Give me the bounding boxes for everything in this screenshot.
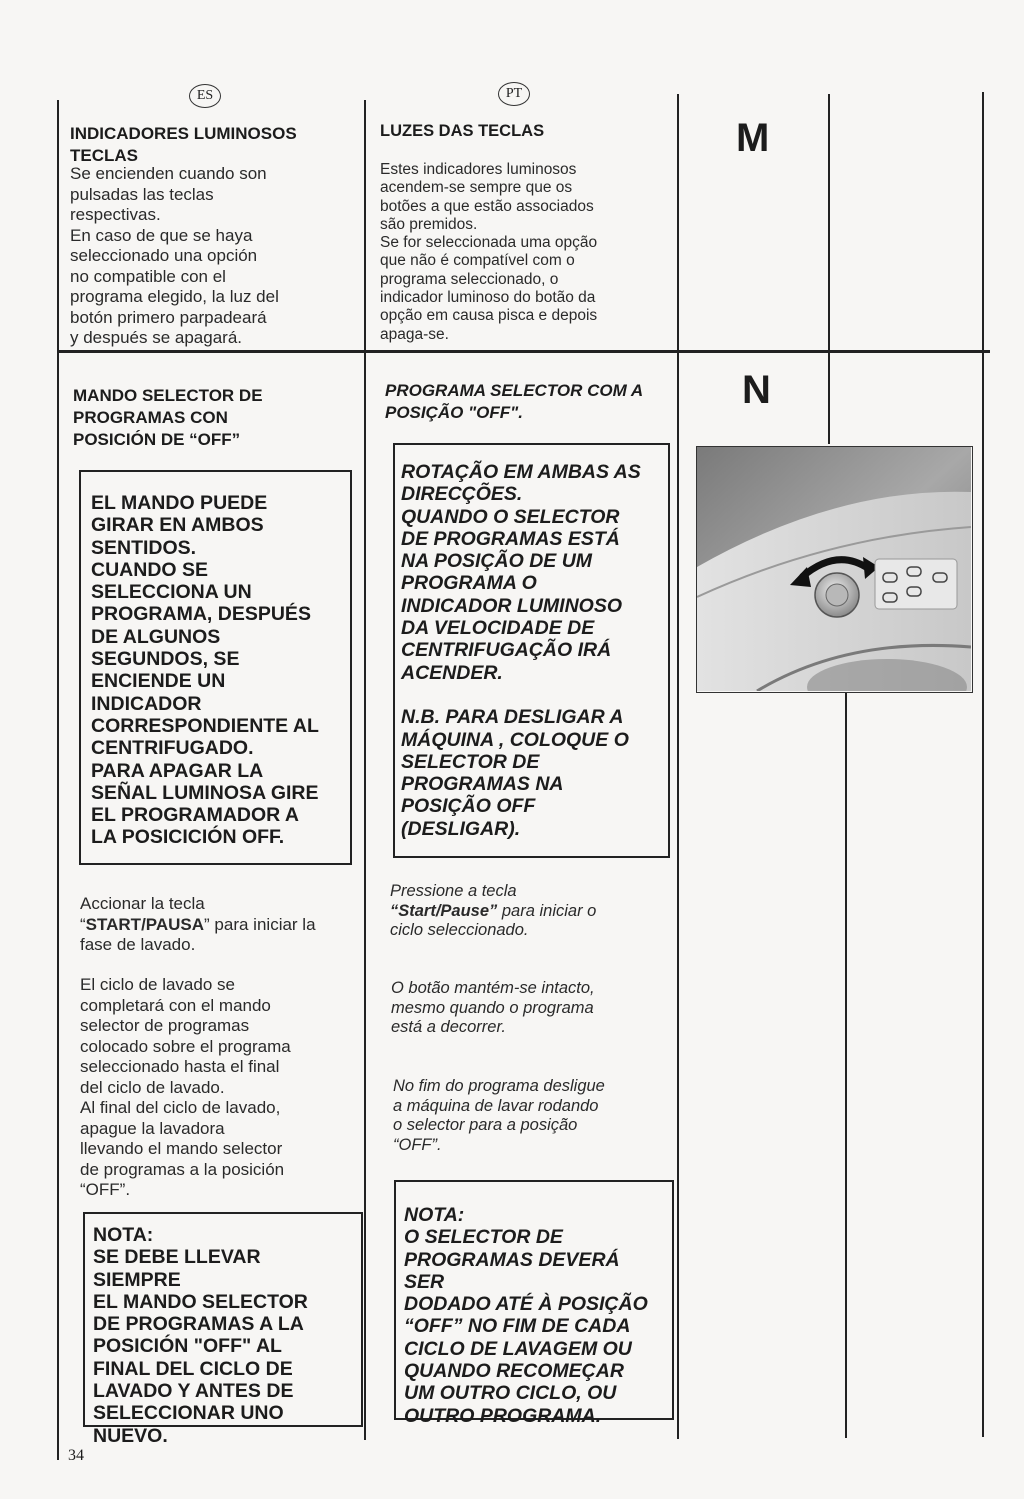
es-notice-box-rotation: EL MANDO PUEDE GIRAR EN AMBOS SENTIDOS. CUANDO SE SELECCIONA UN PROGRAMA, DESPUÉS DE ALGUNOS SEGUNDOS, SE ENCIENDE UN INDICADOR CORRESPONDIENTE AL CENTRIFUGADO. PARA APAGAR LA SEÑAL LUMINOSA GIRE EL PROGRAMADOR A LA POSICICIÓN OFF. xyxy=(79,470,352,865)
pt-text-start: Pressione a tecla “Start/Pause” para iniciar o ciclo seleccionado. xyxy=(390,882,597,939)
es-heading-indicators: INDICADORES LUMINOSOS TECLAS xyxy=(70,124,297,165)
control-panel-illustration xyxy=(696,446,973,693)
lang-marker-es: ES xyxy=(189,84,221,108)
row-divider xyxy=(57,350,990,353)
pt-text-indicators: Estes indicadores luminosos acendem-se sempre que os botões a que estão associados são premidos. Se for seleccionada uma opção que não é compatível com o programa seleccionado, o indicador luminoso do botão da opção em causa pisca e depois apaga-se. xyxy=(380,161,598,343)
page-number: 34 xyxy=(68,1447,84,1464)
column-divider-n-inner xyxy=(845,693,847,1438)
pt-start-key-label: “Start/Pause” xyxy=(390,901,498,920)
pt-heading-selector: PROGRAMA SELECTOR COM A POSIÇÃO "OFF". xyxy=(385,381,644,422)
pt-text-intact: O botão mantém-se intacto, mesmo quando o programa está a decorrer. xyxy=(391,979,595,1036)
es-start-key-label: START/PAUSA xyxy=(85,914,205,934)
pt-heading-indicators: LUZES DAS TECLAS xyxy=(380,122,545,140)
section-letter-m: M xyxy=(736,116,770,160)
es-heading-selector: MANDO SELECTOR DE PROGRAMAS CON POSICIÓN DE “OFF” xyxy=(73,386,263,449)
es-text-start: Accionar la tecla “START/PAUSA” para iniciar la fase de lavado. xyxy=(80,894,316,954)
control-panel-drawing xyxy=(697,447,971,691)
section-letter-n: N xyxy=(742,368,771,412)
pt-notice-box-note: NOTA: O SELECTOR DE PROGRAMAS DEVERÁ SER DODADO ATÉ À POSIÇÃO “OFF” NO FIM DE CADA CICLO DE LAVAGEM OU QUANDO RECOMEÇAR UM OUTRO CICLO, OU OUTRO PROGRAMA. xyxy=(394,1180,674,1420)
column-divider-m-inner xyxy=(828,94,830,444)
pt-text-end: No fim do programa desligue a máquina de lavar rodando o selector para a posição “OFF”. xyxy=(393,1077,605,1154)
column-divider-left xyxy=(57,100,59,1460)
es-notice-box-note: NOTA: SE DEBE LLEVAR SIEMPRE EL MANDO SELECTOR DE PROGRAMAS A LA POSICIÓN "OFF" AL FINAL DEL CICLO DE LAVADO Y ANTES DE SELECCIONAR UNO NUEVO. xyxy=(83,1212,363,1427)
lang-marker-pt: PT xyxy=(498,82,530,106)
column-divider-right xyxy=(982,92,984,1437)
es-text-cycle: El ciclo de lavado se completará con el mando selector de programas colocado sobre el programa seleccionado hasta el final del ciclo de lavado. Al final del ciclo de lavado, apague la lavadora llevando el mando selector de programas a la posición “OFF”. xyxy=(80,975,291,1199)
column-divider-pt-m xyxy=(677,94,679,1439)
pt-notice-box-rotation: ROTAÇÃO EM AMBAS AS DIRECÇÕES. QUANDO O SELECTOR DE PROGRAMAS ESTÁ NA POSIÇÃO DE UM PROGRAMA O INDICADOR LUMINOSO DA VELOCIDADE DE CENTRIFUGAÇÃO IRÁ ACENDER. N.B. PARA DESLIGAR A MÁQUINA , COLOQUE O SELECTOR DE PROGRAMAS NA POSIÇÃO OFF (DESLIGAR). xyxy=(393,443,670,858)
es-text-indicators: Se encienden cuando son pulsadas las teclas respectivas. En caso de que se haya seleccionado una opción no compatible con el programa elegido, la luz del botón primero parpadeará y después se apagará. xyxy=(70,164,279,347)
column-divider-es-pt xyxy=(364,100,366,1440)
